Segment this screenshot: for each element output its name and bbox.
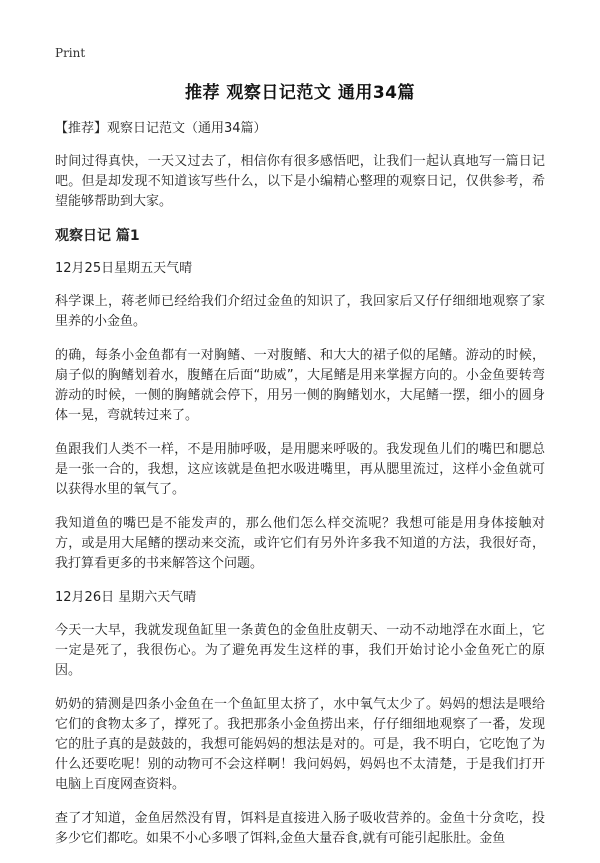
entry-date: 12月26日 星期六天气晴: [55, 590, 197, 605]
body-paragraph: 奶奶的猜测是四条小金鱼在一个鱼缸里太挤了，水中氧气太少了。妈妈的想法是喂给它们的食物太多了，撑死了。我把那条小金鱼捞出来，仔仔细细地观察了一番，发现它的肚子真的是鼓鼓的，我想可能妈妈的想法是对的。可是，我不明白，它吃饱了为什么还要吃呢！别的动物可不会这样啊！我问妈妈，妈妈也不太清楚，于是我们打开电脑上百度网查资料。: [55, 697, 545, 792]
entry-date: 12月25日星期五天气晴: [55, 261, 193, 276]
section-heading: 观察日记 篇1: [55, 228, 140, 244]
body-paragraph: 的确，每条小金鱼都有一对胸鳍、一对腹鳍、和大大的裙子似的尾鳍。游动的时候，扇子似的胸鳍划着水，腹鳍在后面“助威”，大尾鳍是用来掌握方向的。小金鱼要转弯游动的时候，一侧的胸鳍就会停下，用另一侧的胸鳍划水，大尾鳍一摆，细小的圆身体一晃，弯就转过来了。: [55, 348, 545, 423]
intro-paragraph: 时间过得真快，一天又过去了，相信你有很多感悟吧，让我们一起认真地写一篇日记吧。但是却发现不知道该写些什么，以下是小编精心整理的观察日记，仅供参考，希望能够帮助到大家。: [55, 154, 545, 209]
body-paragraph: 查了才知道，金鱼居然没有胃，饵料是直接进入肠子吸收营养的。金鱼十分贪吃，投多少它们都吃。如果不小心多喂了饵料,金鱼大量吞食,就有可能引起胀肚。金鱼: [55, 811, 545, 846]
body-paragraph: 鱼跟我们人类不一样，不是用肺呼吸，是用腮来呼吸的。我发现鱼儿们的嘴巴和腮总是一张一合的，我想，这应该就是鱼把水吸进嘴里，再从腮里流过，这样小金鱼就可以获得水里的氧气了。: [55, 442, 545, 497]
article-subtitle: 【推荐】观察日记范文（通用34篇）: [55, 121, 267, 136]
article-body: [55, 119, 545, 863]
body-paragraph: 我知道鱼的嘴巴是不能发声的，那么他们怎么样交流呢？我想可能是用身体接触对方，或是用大尾鳍的摆动来交流，或许它们有另外许多我不知道的方法，我很好奇，我打算看更多的书来解答这个问题。: [55, 516, 545, 571]
page-title: 推荐 观察日记范文 通用34篇: [185, 83, 415, 103]
body-paragraph: 今天一大早，我就发现鱼缸里一条黄色的金鱼肚皮朝天、一动不动地浮在水面上，它一定是死了，我很伤心。为了避免再发生这样的事，我们开始讨论小金鱼死亡的原因。: [55, 623, 545, 678]
print-link[interactable]: Print: [55, 46, 86, 60]
body-paragraph: 科学课上，蒋老师已经给我们介绍过金鱼的知识了，我回家后又仔仔细细地观察了家里养的小金鱼。: [55, 294, 545, 329]
